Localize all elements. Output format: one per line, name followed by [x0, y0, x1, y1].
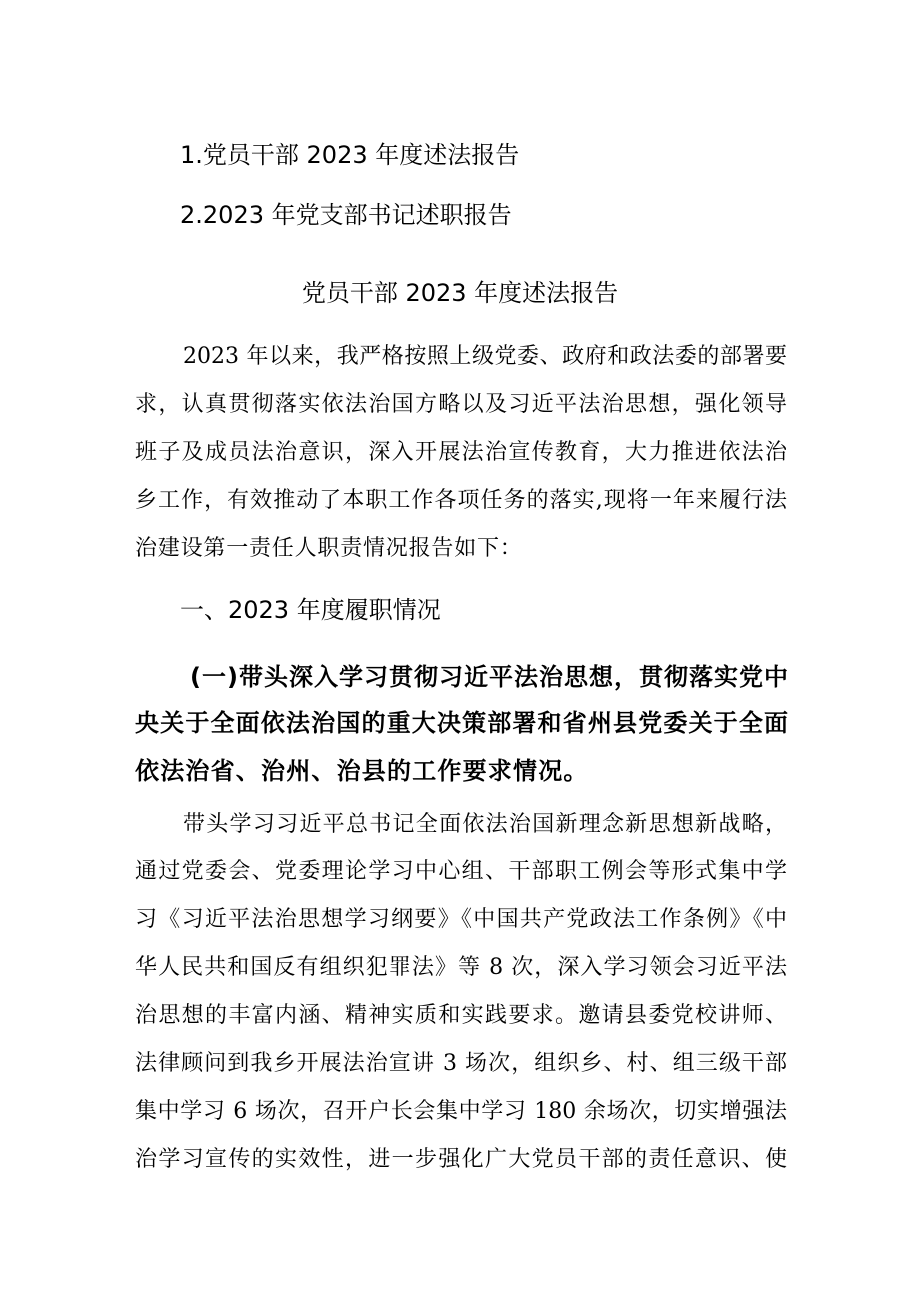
- intro-line: 班子及成员法治意识，深入开展法治宣传教育，大力推进依法治: [135, 440, 787, 465]
- toc-item-2: 2.2023 年党支部书记述职报告: [180, 201, 512, 229]
- intro-line: 乡工作，有效推动了本职工作各项任务的落实,现将一年来履行法: [135, 488, 787, 513]
- body-line: 治思想的丰富内涵、精神实质和实践要求。邀请县委党校讲师、: [135, 1003, 787, 1028]
- intro-line: 2023 年以来，我严格按照上级党委、政府和政法委的部署要: [183, 344, 787, 369]
- body-line: 带头学习习近平总书记全面依法治国新理念新思想新战略，: [183, 812, 787, 837]
- body-line: 集中学习 6 场次，召开户长会集中学习 180 余场次，切实增强法: [135, 1099, 787, 1124]
- toc-item-1: 1.党员干部 2023 年度述法报告: [180, 141, 520, 169]
- body-line: 华人民共和国反有组织犯罪法》等 8 次，深入学习领会习近平法: [135, 955, 787, 980]
- section-heading: 一、2023 年度履职情况: [180, 596, 441, 624]
- body-line: 法律顾问到我乡开展法治宣讲 3 场次，组织乡、村、组三级干部: [135, 1051, 787, 1076]
- body-line: 习《习近平法治思想学习纲要》《中国共产党政法工作条例》《中: [135, 907, 787, 932]
- intro-line: 治建设第一责任人职责情况报告如下：: [135, 536, 523, 561]
- subsection-heading-line: 依法治省、治州、治县的工作要求情况。: [135, 757, 589, 785]
- subsection-heading-line: (一)带头深入学习贯彻习近平法治思想，贯彻落实党中: [190, 663, 788, 691]
- body-line: 治学习宣传的实效性，进一步强化广大党员干部的责任意识、使: [135, 1147, 787, 1172]
- subsection-heading-line: 央关于全面依法治国的重大决策部署和省州县党委关于全面: [135, 709, 788, 737]
- body-line: 通过党委会、党委理论学习中心组、干部职工例会等形式集中学: [135, 859, 787, 884]
- document-title: 党员干部 2023 年度述法报告: [301, 279, 619, 307]
- intro-line: 求，认真贯彻落实依法治国方略以及习近平法治思想，强化领导: [135, 392, 787, 417]
